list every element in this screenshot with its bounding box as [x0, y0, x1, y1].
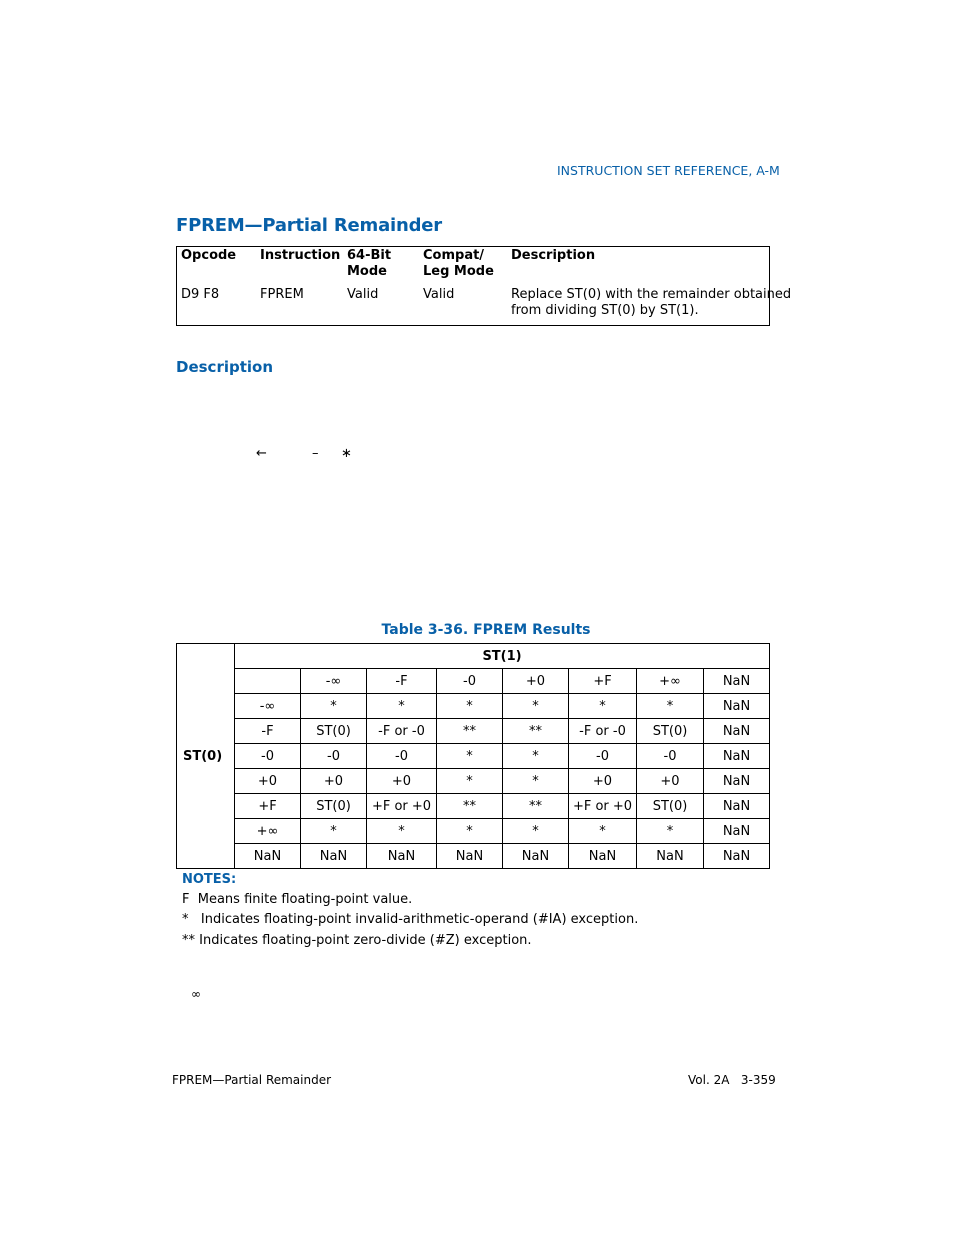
table-cell: ** [503, 794, 569, 819]
table-cell: NaN [704, 744, 770, 769]
table-cell: -0 [301, 744, 367, 769]
table-cell: +F or +0 [367, 794, 437, 819]
table-cell: NaN [704, 819, 770, 844]
table-row [177, 744, 770, 769]
note-item: F Means finite floating-point value. [182, 892, 413, 907]
table-cell: ** [437, 719, 503, 744]
table-cell: * [569, 819, 637, 844]
row-label: +0 [235, 769, 301, 794]
footer-page-number: Vol. 2A 3-359 [688, 1073, 776, 1087]
table-cell: ST(0) [637, 719, 704, 744]
arrow-glyph: ← [256, 446, 267, 461]
table-cell: +0 [569, 769, 637, 794]
table-cell: * [637, 819, 704, 844]
table-row [177, 819, 770, 844]
note-item: * Indicates floating-point invalid-arithmetic-operand (#IA) exception. [182, 912, 639, 927]
table-cell: ** [503, 719, 569, 744]
table-row [177, 844, 770, 869]
cell-description: Replace ST(0) with the remainder obtained from dividing ST(0) by ST(1). [511, 287, 792, 318]
note-item: ** Indicates floating-point zero-divide (#Z) exception. [182, 933, 532, 948]
table-cell: * [503, 769, 569, 794]
opcode-table [176, 246, 792, 326]
table-cell: * [569, 694, 637, 719]
header-compat-mode: Compat/ Leg Mode [423, 248, 494, 279]
table-cell: * [367, 694, 437, 719]
table-cell: -F or -0 [569, 719, 637, 744]
row-label: -F [235, 719, 301, 744]
col-header: +∞ [637, 669, 704, 694]
table-cell: +F or +0 [569, 794, 637, 819]
col-header: NaN [704, 669, 770, 694]
row-label: NaN [235, 844, 301, 869]
table-cell: NaN [704, 769, 770, 794]
st1-group-header: ST(1) [235, 644, 770, 669]
header-description: Description [511, 248, 596, 263]
row-label: +∞ [235, 819, 301, 844]
table-cell: * [367, 819, 437, 844]
header-64bit-mode: 64-Bit Mode [347, 248, 392, 279]
table-cell: * [503, 694, 569, 719]
table-cell: -0 [637, 744, 704, 769]
table-cell: NaN [704, 694, 770, 719]
table-cell: * [301, 819, 367, 844]
table-cell: NaN [637, 844, 704, 869]
table-cell: * [437, 744, 503, 769]
st0-group-header: ST(0) [177, 644, 235, 869]
row-label: -0 [235, 744, 301, 769]
page-title: FPREM—Partial Remainder [176, 215, 442, 236]
col-header: +0 [503, 669, 569, 694]
table-cell: ST(0) [301, 719, 367, 744]
col-header: -∞ [301, 669, 367, 694]
notes-label: NOTES: [182, 872, 237, 887]
table-cell: +0 [637, 769, 704, 794]
table-cell: -F or -0 [367, 719, 437, 744]
corner-cell [235, 669, 301, 694]
column-header-row [177, 669, 770, 694]
table-cell: * [437, 769, 503, 794]
table-cell: * [437, 694, 503, 719]
table-cell: * [637, 694, 704, 719]
table-row [177, 694, 770, 719]
table-cell: * [503, 744, 569, 769]
col-header: -0 [437, 669, 503, 694]
table-cell: NaN [704, 844, 770, 869]
cell-compat-mode: Valid [423, 287, 455, 302]
table-cell: * [437, 819, 503, 844]
table-cell: NaN [301, 844, 367, 869]
cell-64bit-mode: Valid [347, 287, 379, 302]
running-header: INSTRUCTION SET REFERENCE, A-M [557, 163, 780, 178]
table-cell: * [503, 819, 569, 844]
col-header: +F [569, 669, 637, 694]
description-heading: Description [176, 358, 274, 376]
table-caption: Table 3-36. FPREM Results [381, 622, 591, 638]
table-cell: ST(0) [637, 794, 704, 819]
table-cell: -0 [367, 744, 437, 769]
table-row [177, 719, 770, 744]
table-cell: NaN [437, 844, 503, 869]
header-opcode: Opcode [181, 248, 237, 263]
table-cell: -0 [569, 744, 637, 769]
row-label: +F [235, 794, 301, 819]
table-cell: NaN [704, 719, 770, 744]
fprem-results-table [176, 643, 770, 869]
minus-glyph: – [312, 446, 319, 461]
footer-title: FPREM—Partial Remainder [172, 1073, 332, 1087]
table-cell: +0 [301, 769, 367, 794]
cell-instruction: FPREM [260, 287, 304, 302]
row-label: -∞ [235, 694, 301, 719]
table-cell: NaN [704, 794, 770, 819]
table-cell: NaN [569, 844, 637, 869]
table-row [177, 794, 770, 819]
table-cell: ST(0) [301, 794, 367, 819]
cell-opcode: D9 F8 [181, 287, 220, 302]
table-row [177, 769, 770, 794]
star-glyph: ∗ [341, 446, 352, 461]
table-cell: ** [437, 794, 503, 819]
col-header: -F [367, 669, 437, 694]
header-instruction: Instruction [260, 248, 341, 263]
table-cell: +0 [367, 769, 437, 794]
table-cell: NaN [503, 844, 569, 869]
infinity-glyph: ∞ [191, 987, 201, 1001]
table-cell: NaN [367, 844, 437, 869]
table-cell: * [301, 694, 367, 719]
